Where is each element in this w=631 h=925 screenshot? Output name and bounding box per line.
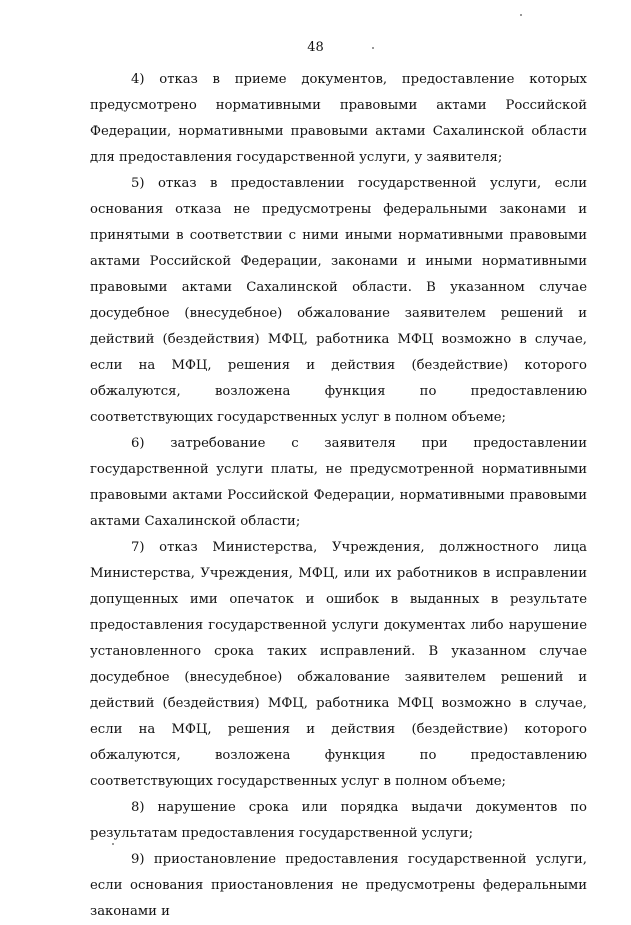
paragraph-item-7: 7) отказ Министерства, Учреждения, должностного лица Министерства, Учреждения, МФЦ, или их работников в исправлении допущенных ими опечаток и ошибок в выданных в результате предоставления государственной услуги документах либо нарушение установленного срока таких исправлений. В указанном случае досудебное (внесудебное) обжалование заявителем решений и действий (бездействия) МФЦ, работника МФЦ возможно в случае, если на МФЦ, решения и действия (бездействие) которого обжалуются, возложена функция по предоставлению соответствующих государственных услуг в полном объеме; — [90, 540, 587, 789]
paragraph-item-6: 6) затребование с заявителя при предоставлении государственной услуги платы, не предусмотренной нормативными правовыми актами Российской Федерации, нормативными правовыми актами Сахалинской области; — [90, 436, 587, 529]
paragraph-item-9: 9) приостановление предоставления государственной услуги, если основания приостановления не предусмотрены федеральными законами и — [90, 852, 587, 919]
scan-speck — [372, 47, 374, 49]
scan-speck — [520, 14, 522, 16]
paragraph-item-5: 5) отказ в предоставлении государственной услуги, если основания отказа не предусмотрены федеральными законами и принятыми в соответствии с ними иными нормативными правовыми актами Российской Федерации, законами и иными нормативными правовыми актами Сахалинской области. В указанном случае досудебное (внесудебное) обжалование заявителем решений и действий (бездействия) МФЦ, работника МФЦ возможно в случае, если на МФЦ, решения и действия (бездействие) которого обжалуются, возложена функция по предоставлению соответствующих государственных услуг в полном объеме; — [90, 176, 587, 425]
scan-speck — [112, 843, 114, 845]
paragraph-item-4: 4) отказ в приеме документов, предоставление которых предусмотрено нормативными правовыми актами Российской Федерации, нормативными правовыми актами Сахалинской области для предоставления государственной услуги, у заявителя; — [90, 72, 587, 165]
document-body — [90, 67, 587, 925]
page-number: 48 — [307, 40, 324, 55]
paragraph-item-8: 8) нарушение срока или порядка выдачи документов по результатам предоставления государственной услуги; — [90, 800, 587, 841]
